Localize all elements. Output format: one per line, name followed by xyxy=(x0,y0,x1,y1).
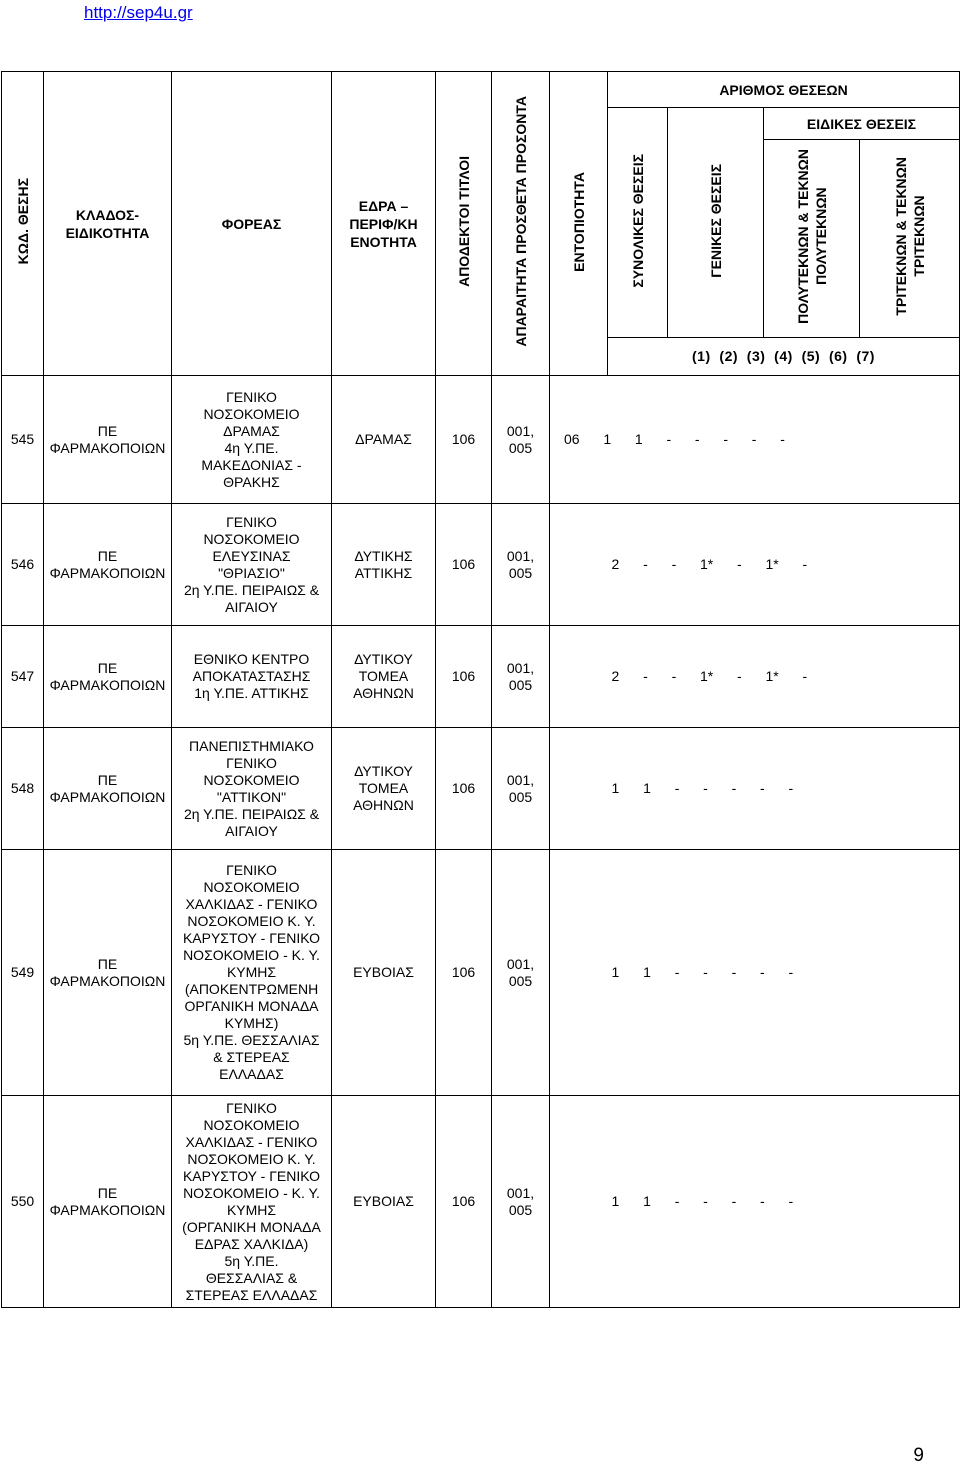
table-row xyxy=(2,626,960,728)
header-url-link[interactable]: http://sep4u.gr xyxy=(84,3,193,22)
cell-numbers: 1 1 - - - - - xyxy=(550,850,960,1096)
cell-qualifications: 001, 005 xyxy=(492,728,550,850)
cell-titles: 106 xyxy=(436,504,492,626)
cell-qualifications: 001, 005 xyxy=(492,1096,550,1308)
header-total: ΣΥΝΟΛΙΚΕΣ ΘΕΣΕΙΣ xyxy=(608,108,668,338)
cell-numbers: 1 1 - - - - - xyxy=(550,1096,960,1308)
cell-seat: ΕΥΒΟΙΑΣ xyxy=(332,850,436,1096)
table-row xyxy=(2,504,960,626)
header-general: ΓΕΝΙΚΕΣ ΘΕΣΕΙΣ xyxy=(668,108,764,338)
table-row xyxy=(2,728,960,850)
cell-titles: 106 xyxy=(436,626,492,728)
cell-numbers: 06 1 1 - - - - - xyxy=(550,376,960,504)
cell-code: 549 xyxy=(2,850,44,1096)
cell-titles: 106 xyxy=(436,376,492,504)
header-code: ΚΩΔ. ΘΕΣΗΣ xyxy=(2,72,44,376)
header-branch: ΚΛΑΔΟΣ- ΕΙΔΙΚΟΤΗΤΑ xyxy=(44,72,172,376)
cell-seat: ΕΥΒΟΙΑΣ xyxy=(332,1096,436,1308)
cell-qualifications: 001, 005 xyxy=(492,626,550,728)
cell-seat: ΔΥΤΙΚΗΣ ΑΤΤΙΚΗΣ xyxy=(332,504,436,626)
header-three-child: ΤΡΙΤΕΚΝΩΝ & ΤΕΚΝΩΝ ΤΡΙΤΕΚΝΩΝ xyxy=(860,140,960,338)
header-special-group: ΕΙΔΙΚΕΣ ΘΕΣΕΙΣ xyxy=(764,108,960,140)
cell-qualifications: 001, 005 xyxy=(492,850,550,1096)
header-qualifications: ΑΠΑΡΑΙΤΗΤΑ ΠΡΟΣΘΕΤΑ ΠΡΟΣΟΝΤΑ xyxy=(492,72,550,376)
header-numbering: (1) (2) (3) (4) (5) (6) (7) xyxy=(608,338,960,376)
cell-branch: ΠΕ ΦΑΡΜΑΚΟΠΟΙΩΝ xyxy=(44,850,172,1096)
cell-branch: ΠΕ ΦΑΡΜΑΚΟΠΟΙΩΝ xyxy=(44,376,172,504)
cell-agency: ΓΕΝΙΚΟ ΝΟΣΟΚΟΜΕΙΟ ΧΑΛΚΙΔΑΣ - ΓΕΝΙΚΟ ΝΟΣΟΚΟΜΕΙΟ Κ. Υ. ΚΑΡΥΣΤΟΥ - ΓΕΝΙΚΟ ΝΟΣΟΚΟΜΕΙΟ - Κ. Υ. ΚΥΜΗΣ (ΑΠΟΚΕΝΤΡΩΜΕΝΗ ΟΡΓΑΝΙΚΗ ΜΟΝΑΔΑ ΚΥΜΗΣ) 5η Υ.ΠΕ. ΘΕΣΣΑΛΙΑΣ & ΣΤΕΡΕΑΣ ΕΛΛΑΔΑΣ xyxy=(172,850,332,1096)
cell-code: 545 xyxy=(2,376,44,504)
header-large-family: ΠΟΛΥΤΕΚΝΩΝ & ΤΕΚΝΩΝ ΠΟΛΥΤΕΚΝΩΝ xyxy=(764,140,860,338)
cell-agency: ΓΕΝΙΚΟ ΝΟΣΟΚΟΜΕΙΟ ΔΡΑΜΑΣ 4η Υ.ΠΕ. ΜΑΚΕΔΟΝΙΑΣ - ΘΡΑΚΗΣ xyxy=(172,376,332,504)
cell-code: 547 xyxy=(2,626,44,728)
cell-seat: ΔΥΤΙΚΟΥ ΤΟΜΕΑ ΑΘΗΝΩΝ xyxy=(332,626,436,728)
cell-code: 550 xyxy=(2,1096,44,1308)
cell-seat: ΔΥΤΙΚΟΥ ΤΟΜΕΑ ΑΘΗΝΩΝ xyxy=(332,728,436,850)
header-seat: ΕΔΡΑ – ΠΕΡΙΦ/ΚΗ ΕΝΟΤΗΤΑ xyxy=(332,72,436,376)
cell-branch: ΠΕ ΦΑΡΜΑΚΟΠΟΙΩΝ xyxy=(44,728,172,850)
cell-code: 546 xyxy=(2,504,44,626)
header-titles: ΑΠΟΔΕΚΤΟΙ ΤΙΤΛΟΙ xyxy=(436,72,492,376)
positions-table xyxy=(1,71,960,1308)
cell-branch: ΠΕ ΦΑΡΜΑΚΟΠΟΙΩΝ xyxy=(44,1096,172,1308)
page-number: 9 xyxy=(913,1445,924,1466)
cell-code: 548 xyxy=(2,728,44,850)
cell-branch: ΠΕ ΦΑΡΜΑΚΟΠΟΙΩΝ xyxy=(44,626,172,728)
table-row xyxy=(2,850,960,1096)
cell-qualifications: 001, 005 xyxy=(492,504,550,626)
table-row xyxy=(2,376,960,504)
cell-numbers: 2 - - 1* - 1* - xyxy=(550,626,960,728)
header-agency: ΦΟΡΕΑΣ xyxy=(172,72,332,376)
cell-titles: 106 xyxy=(436,850,492,1096)
cell-numbers: 2 - - 1* - 1* - xyxy=(550,504,960,626)
cell-numbers: 1 1 - - - - - xyxy=(550,728,960,850)
cell-agency: ΠΑΝΕΠΙΣΤΗΜΙΑΚΟ ΓΕΝΙΚΟ ΝΟΣΟΚΟΜΕΙΟ "ΑΤΤΙΚΟΝ" 2η Υ.ΠΕ. ΠΕΙΡΑΙΩΣ & ΑΙΓΑΙΟΥ xyxy=(172,728,332,850)
cell-branch: ΠΕ ΦΑΡΜΑΚΟΠΟΙΩΝ xyxy=(44,504,172,626)
cell-qualifications: 001, 005 xyxy=(492,376,550,504)
header-locality: ΕΝΤΟΠΙΟΤΗΤΑ xyxy=(550,72,608,376)
cell-seat: ΔΡΑΜΑΣ xyxy=(332,376,436,504)
header-positions-group: ΑΡΙΘΜΟΣ ΘΕΣΕΩΝ xyxy=(608,72,960,108)
cell-agency: ΓΕΝΙΚΟ ΝΟΣΟΚΟΜΕΙΟ ΕΛΕΥΣΙΝΑΣ "ΘΡΙΑΣΙΟ" 2η Υ.ΠΕ. ΠΕΙΡΑΙΩΣ & ΑΙΓΑΙΟΥ xyxy=(172,504,332,626)
cell-titles: 106 xyxy=(436,1096,492,1308)
table-row xyxy=(2,1096,960,1308)
cell-agency: ΕΘΝΙΚΟ ΚΕΝΤΡΟ ΑΠΟΚΑΤΑΣΤΑΣΗΣ 1η Υ.ΠΕ. ΑΤΤΙΚΗΣ xyxy=(172,626,332,728)
cell-agency: ΓΕΝΙΚΟ ΝΟΣΟΚΟΜΕΙΟ ΧΑΛΚΙΔΑΣ - ΓΕΝΙΚΟ ΝΟΣΟΚΟΜΕΙΟ Κ. Υ. ΚΑΡΥΣΤΟΥ - ΓΕΝΙΚΟ ΝΟΣΟΚΟΜΕΙΟ - Κ. Υ. ΚΥΜΗΣ (ΟΡΓΑΝΙΚΗ ΜΟΝΑΔΑ ΕΔΡΑΣ ΧΑΛΚΙΔΑ) 5η Υ.ΠΕ. ΘΕΣΣΑΛΙΑΣ & ΣΤΕΡΕΑΣ ΕΛΛΑΔΑΣ xyxy=(172,1096,332,1308)
cell-titles: 106 xyxy=(436,728,492,850)
